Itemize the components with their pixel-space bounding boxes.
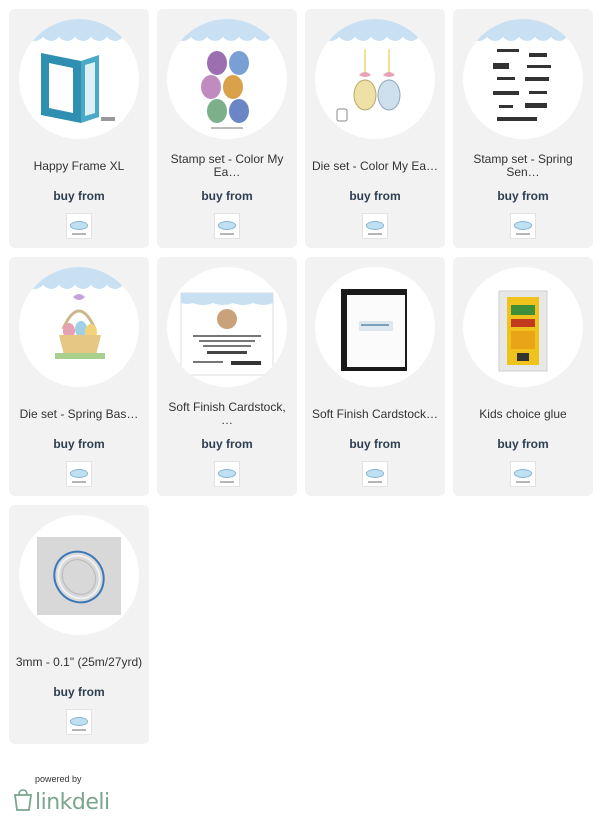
retailer-logo-button[interactable] — [362, 461, 388, 487]
retailer-logo-button[interactable] — [214, 213, 240, 239]
product-card-kids-choice-glue[interactable] — [453, 257, 593, 496]
product-title[interactable]: Happy Frame XL — [33, 158, 125, 173]
product-card-die-eggs[interactable] — [305, 9, 445, 248]
product-card-happy-frame[interactable] — [9, 9, 149, 248]
shopping-bag-icon — [14, 789, 32, 816]
buy-from-label[interactable]: buy from — [349, 189, 401, 203]
product-image[interactable] — [19, 19, 139, 139]
product-title[interactable]: 3mm - 0.1" (25m/27yrd) — [15, 654, 143, 669]
product-title[interactable]: Die set - Color My Ea… — [311, 158, 439, 173]
buy-from-label[interactable]: buy from — [497, 437, 549, 451]
retailer-logo-button[interactable] — [510, 213, 536, 239]
product-title[interactable]: Die set - Spring Bas… — [19, 406, 139, 421]
linkdeli-logo[interactable] — [14, 789, 110, 816]
buy-from-label[interactable]: buy from — [53, 437, 105, 451]
product-image[interactable] — [19, 515, 139, 635]
retailer-logo-button[interactable] — [362, 213, 388, 239]
product-card-white-cardstock[interactable] — [305, 257, 445, 496]
product-image[interactable] — [167, 267, 287, 387]
product-title[interactable]: Stamp set - Color My Ea… — [170, 152, 284, 179]
buy-from-label[interactable]: buy from — [201, 189, 253, 203]
powered-by-text: powered by — [35, 774, 82, 784]
product-image[interactable] — [463, 267, 583, 387]
product-title[interactable]: Kids choice glue — [479, 406, 567, 421]
product-grid — [9, 9, 593, 744]
product-title[interactable]: Soft Finish Cardstock, … — [168, 400, 286, 427]
product-image[interactable] — [167, 19, 287, 139]
product-image[interactable] — [315, 19, 435, 139]
buy-from-label[interactable]: buy from — [349, 437, 401, 451]
buy-from-label[interactable]: buy from — [201, 437, 253, 451]
retailer-logo-button[interactable] — [66, 461, 92, 487]
buy-from-label[interactable]: buy from — [497, 189, 549, 203]
brand-name: linkdeli — [35, 790, 110, 815]
product-card-stamp-spring-sentiments[interactable] — [453, 9, 593, 248]
product-card-die-spring-basket[interactable] — [9, 257, 149, 496]
buy-from-label[interactable]: buy from — [53, 189, 105, 203]
product-image[interactable] — [315, 267, 435, 387]
buy-from-label[interactable]: buy from — [53, 685, 105, 699]
product-title[interactable]: Stamp set - Spring Sen… — [473, 152, 573, 179]
product-image[interactable] — [463, 19, 583, 139]
product-card-stamp-eggs[interactable] — [157, 9, 297, 248]
retailer-logo-button[interactable] — [66, 709, 92, 735]
product-title[interactable]: Soft Finish Cardstock… — [311, 406, 439, 421]
product-image[interactable] — [19, 267, 139, 387]
retailer-logo-button[interactable] — [214, 461, 240, 487]
retailer-logo-button[interactable] — [66, 213, 92, 239]
product-card-tape-3mm[interactable] — [9, 505, 149, 744]
retailer-logo-button[interactable] — [510, 461, 536, 487]
product-card-kraft-cardstock[interactable] — [157, 257, 297, 496]
